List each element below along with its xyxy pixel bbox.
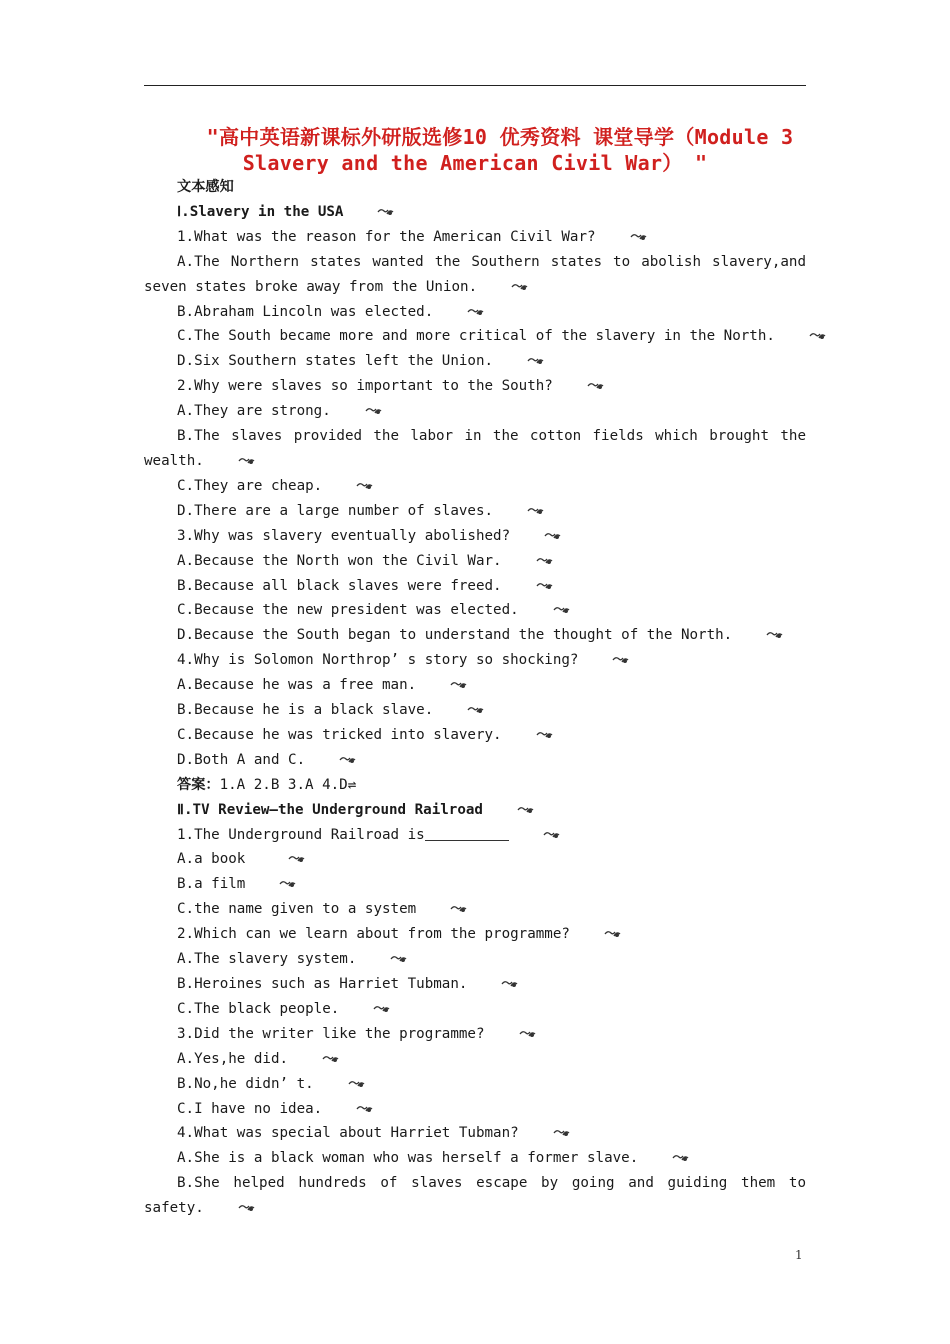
paragraph-mark-icon — [733, 624, 750, 634]
section-2-heading — [144, 798, 806, 823]
paragraph-mark-icon — [554, 375, 571, 385]
list-item — [144, 250, 806, 300]
list-item — [144, 474, 806, 499]
section-label: 文本感知 — [177, 179, 234, 195]
section-2-heading-text: Ⅱ.TV Review—the Underground Railroad — [177, 801, 483, 818]
question-stem: 1.The Underground Railroad is — [177, 826, 425, 843]
list-item — [144, 748, 806, 773]
paragraph-mark-icon — [520, 599, 537, 609]
paragraph-mark-icon — [597, 226, 614, 236]
list-item-text: A.The slavery system. — [177, 951, 357, 968]
list-item-text: C.They are cheap. — [177, 477, 323, 494]
paragraph-mark-icon — [503, 724, 520, 734]
list-item-text: B.a film — [177, 876, 246, 893]
list-item — [144, 997, 806, 1022]
paragraph-mark-icon — [510, 824, 527, 834]
list-item-text: 2.Why were slaves so important to the South? — [177, 378, 553, 395]
page-number: 1 — [795, 1248, 803, 1262]
list-item-text: A.She is a black woman who was herself a former slave. — [177, 1150, 639, 1167]
paragraph-mark-icon — [344, 201, 361, 211]
list-item-text: A.Because he was a free man. — [177, 677, 417, 694]
list-item — [144, 300, 806, 325]
section-1-heading-text: Ⅰ.Slavery in the USA — [177, 203, 344, 220]
paragraph-mark-icon — [579, 649, 596, 659]
list-item-text: 1.What was the reason for the American Civil War? — [177, 228, 596, 245]
paragraph-mark-icon — [340, 998, 357, 1008]
paragraph-mark-icon — [246, 873, 263, 883]
document-title — [144, 124, 806, 176]
list-item — [144, 1097, 806, 1122]
document-body — [144, 175, 806, 1221]
list-item-text: D.Six Southern states left the Union. — [177, 353, 494, 370]
paragraph-mark-icon — [315, 1073, 332, 1083]
list-item-text: B.Because all black slaves were freed. — [177, 577, 502, 594]
title-line-1: "高中英语新课标外研版选修10 优秀资料 课堂导学（Module 3 — [206, 125, 794, 149]
list-item-text: B.The slaves provided the labor in the cotton fields which brought the wealth. — [144, 428, 806, 469]
list-item — [144, 947, 806, 972]
list-item — [144, 574, 806, 599]
list-item-text: D.There are a large number of slaves. — [177, 502, 494, 519]
list-item — [144, 1121, 806, 1146]
paragraph-mark-icon — [503, 550, 520, 560]
list-item — [144, 623, 806, 648]
list-item — [144, 399, 806, 424]
list-item-text: C.Because the new president was elected. — [177, 602, 519, 619]
list-item-text: 4.What was special about Harriet Tubman? — [177, 1125, 519, 1142]
end-mark: ⇌ — [347, 776, 357, 793]
list-item — [144, 1072, 806, 1097]
list-item — [144, 549, 806, 574]
list-item-text: D.Because the South began to understand the thought of the North. — [177, 627, 733, 644]
list-item-text: 4.Why is Solomon Northrop’ s story so shocking? — [177, 652, 579, 669]
list-item — [144, 1047, 806, 1072]
paragraph-mark-icon — [639, 1147, 656, 1157]
list-item-text: A.The Northern states wanted the Southern states to abolish slavery,and seven states broke away from the Union. — [144, 253, 806, 295]
paragraph-mark-icon — [776, 325, 793, 335]
section-2-question-1 — [144, 823, 806, 848]
paragraph-mark-icon — [511, 525, 528, 535]
title-line-2: Slavery and the American Civil War） " — [242, 151, 708, 175]
paragraph-mark-icon — [323, 475, 340, 485]
answer-line — [144, 773, 806, 798]
paragraph-mark-icon — [486, 1023, 503, 1033]
list-item — [144, 673, 806, 698]
list-item — [144, 897, 806, 922]
list-item-text: A.a book — [177, 851, 254, 868]
list-item-text: B.Abraham Lincoln was elected. — [177, 303, 434, 320]
section-1-heading — [144, 200, 806, 225]
paragraph-mark-icon — [357, 948, 374, 958]
paragraph-mark-icon — [205, 450, 222, 460]
list-item — [144, 1171, 806, 1221]
paragraph-mark-icon — [417, 898, 434, 908]
section-1-questions — [144, 225, 806, 773]
list-item — [144, 922, 806, 947]
list-item — [144, 847, 806, 872]
paragraph-mark-icon — [289, 1048, 306, 1058]
list-item-text: 3.Why was slavery eventually abolished? — [177, 527, 511, 544]
list-item-text: C.Because he was tricked into slavery. — [177, 726, 502, 743]
paragraph-mark-icon — [520, 1122, 537, 1132]
list-item-text: A.Yes,he did. — [177, 1050, 289, 1067]
list-item — [144, 723, 806, 748]
list-item — [144, 324, 806, 349]
list-item-text: C.The South became more and more critical of the slavery in the North. — [177, 328, 775, 345]
paragraph-mark-icon — [323, 1098, 340, 1108]
list-item — [144, 424, 806, 474]
list-item — [144, 698, 806, 723]
paragraph-mark-icon — [434, 699, 451, 709]
paragraph-mark-icon — [468, 973, 485, 983]
list-item — [144, 349, 806, 374]
list-item-text: C.The black people. — [177, 1000, 340, 1017]
list-item-text: D.Both A and C. — [177, 751, 306, 768]
section-2-questions — [144, 847, 806, 1221]
list-item — [144, 374, 806, 399]
list-item — [144, 225, 806, 250]
header-rule — [144, 85, 806, 86]
list-item-text: 2.Which can we learn about from the programme? — [177, 926, 570, 943]
paragraph-mark-icon — [494, 350, 511, 360]
paragraph-mark-icon — [205, 1197, 222, 1207]
answer-text: 1.A 2.B 3.A 4.D — [219, 776, 348, 793]
list-item — [144, 972, 806, 997]
list-item-text: B.Heroines such as Harriet Tubman. — [177, 976, 468, 992]
paragraph-mark-icon — [571, 923, 588, 933]
paragraph-mark-icon — [484, 799, 501, 809]
paragraph-mark-icon — [255, 848, 272, 858]
list-item — [144, 872, 806, 897]
paragraph-mark-icon — [417, 674, 434, 684]
answer-label: 答案： — [177, 776, 220, 793]
paragraph-mark-icon — [503, 575, 520, 585]
list-item — [144, 648, 806, 673]
paragraph-mark-icon — [494, 500, 511, 510]
list-item — [144, 1146, 806, 1171]
list-item-text: B.No,he didn’ t. — [177, 1075, 314, 1092]
list-item-text: C.the name given to a system — [177, 901, 417, 918]
list-item-text: B.Because he is a black slave. — [177, 702, 434, 719]
list-item — [144, 524, 806, 549]
answer-blank — [425, 826, 509, 841]
paragraph-mark-icon — [306, 749, 323, 759]
list-item — [144, 1022, 806, 1047]
paragraph-mark-icon — [478, 276, 495, 286]
paragraph-mark-icon — [434, 301, 451, 311]
paragraph-mark-icon — [332, 400, 349, 410]
list-item-text: B.She helped hundreds of slaves escape by going and guiding them to safety. — [144, 1175, 806, 1217]
list-item-text: A.They are strong. — [177, 403, 331, 420]
list-item-text: 3.Did the writer like the programme? — [177, 1025, 485, 1042]
list-item — [144, 499, 806, 524]
list-item — [144, 598, 806, 623]
list-item-text: C.I have no idea. — [177, 1100, 323, 1117]
list-item-text: A.Because the North won the Civil War. — [177, 552, 502, 569]
